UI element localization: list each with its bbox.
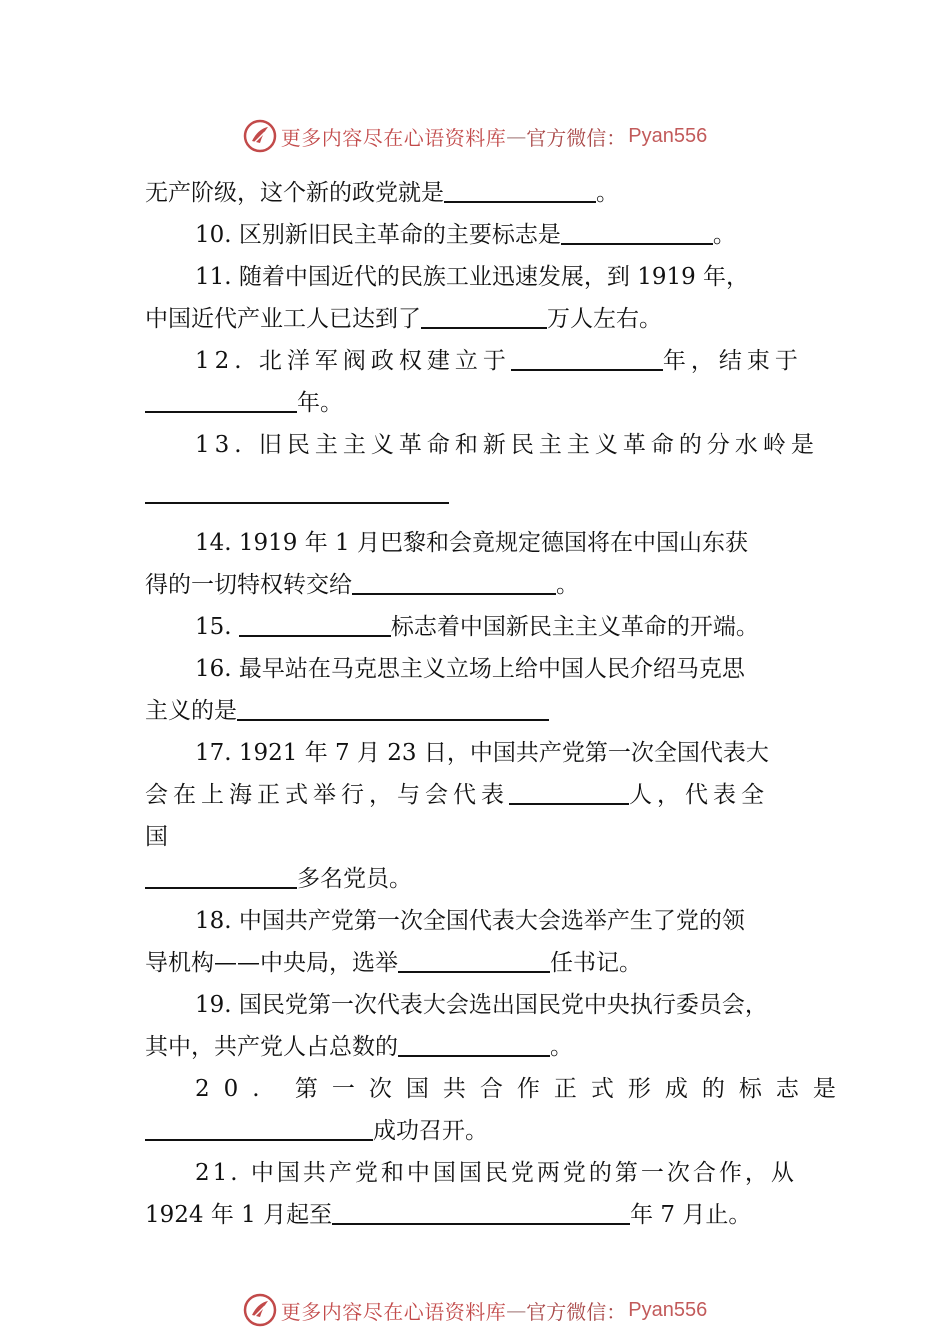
question-19-line-2: 其中，共产党人占总数的 。 — [145, 1026, 810, 1068]
question-18-line-2: 导机构——中央局，选举 任书记。 — [145, 942, 810, 984]
question-19-line-1: 19. 国民党第一次代表大会选出国民党中央执行委员会， — [195, 992, 768, 1018]
question-17-line-1: 17. 1921 年 7 月 23 日，中国共产党第一次全国代表大 — [195, 740, 769, 766]
watermark-official-label: 官方微信： — [526, 125, 627, 150]
answer-blank[interactable] — [509, 777, 629, 805]
question-16-line-1: 16. 最早站在马克思主义立场上给中国人民介绍马克思 — [195, 656, 745, 682]
answer-blank[interactable] — [561, 217, 713, 245]
question-10: 10. 区别新旧民主革命的主要标志是 。 — [145, 214, 810, 256]
answer-blank[interactable] — [145, 476, 449, 504]
answer-blank[interactable] — [398, 1029, 550, 1057]
question-9-continuation: 无产阶级，这个新的政党就是 。 — [145, 172, 810, 214]
watermark-wechat-id: Pyan556 — [628, 124, 708, 147]
question-11-line-1: 11. 随着中国近代的民族工业迅速发展，到 1919 年， — [195, 264, 750, 290]
watermark-separator: — — [506, 1298, 527, 1322]
question-12-line-1: 12. 北洋军阀政权建立于 年，结束于 — [145, 340, 810, 382]
question-14-line-1: 14. 1919 年 1 月巴黎和会竟规定德国将在中国山东获 — [195, 530, 748, 556]
logo-icon — [243, 1293, 277, 1327]
watermark-official-label: 官方微信： — [526, 1299, 627, 1324]
question-14-line-2: 得的一切特权转交给 。 — [145, 564, 810, 606]
logo-icon — [243, 119, 277, 153]
answer-blank[interactable] — [239, 609, 391, 637]
question-15: 15. 标志着中国新民主主义革命的开端。 — [145, 606, 810, 648]
question-20-line-1: 20. 第一次国共合作正式形成的标志是 — [195, 1076, 850, 1102]
answer-blank[interactable] — [332, 1197, 630, 1225]
answer-blank[interactable] — [398, 945, 550, 973]
answer-blank[interactable] — [145, 1113, 373, 1141]
question-12-line-2: 年。 — [145, 382, 810, 424]
footer-watermark — [0, 1290, 950, 1330]
watermark-separator: — — [506, 124, 527, 148]
question-17-line-2: 会在上海正式举行，与会代表 人，代表全 — [145, 774, 810, 816]
watermark-site-text: 更多内容尽在心语资料库 — [280, 125, 507, 150]
question-13-line-2 — [145, 466, 810, 508]
header-watermark — [0, 116, 950, 156]
answer-blank[interactable] — [511, 343, 663, 371]
question-21-line-1: 21. 中国共产党和中国国民党两党的第一次合作，从 — [195, 1160, 797, 1186]
question-13-line-1: 13. 旧民主主义革命和新民主主义革命的分水岭是 — [195, 432, 819, 458]
answer-blank[interactable] — [145, 385, 297, 413]
watermark-wechat-id: Pyan556 — [628, 1298, 708, 1321]
answer-blank[interactable] — [444, 175, 596, 203]
question-17-line-4: 多名党员。 — [145, 858, 810, 900]
answer-blank[interactable] — [352, 567, 556, 595]
question-18-line-1: 18. 中国共产党第一次全国代表大会选举产生了党的领 — [195, 908, 745, 934]
question-11-line-2: 中国近代产业工人已达到了 万人左右。 — [145, 298, 810, 340]
question-16-line-2: 主义的是 — [145, 690, 810, 732]
question-21-line-2: 1924 年 1 月起至 年 7 月止。 — [145, 1194, 810, 1236]
question-17-line-3: 国 — [145, 824, 168, 850]
watermark-site-text: 更多内容尽在心语资料库 — [280, 1299, 507, 1324]
answer-blank[interactable] — [237, 693, 549, 721]
question-list — [145, 172, 850, 1236]
question-20-line-2: 成功召开。 — [145, 1110, 810, 1152]
answer-blank[interactable] — [145, 861, 297, 889]
answer-blank[interactable] — [421, 301, 547, 329]
